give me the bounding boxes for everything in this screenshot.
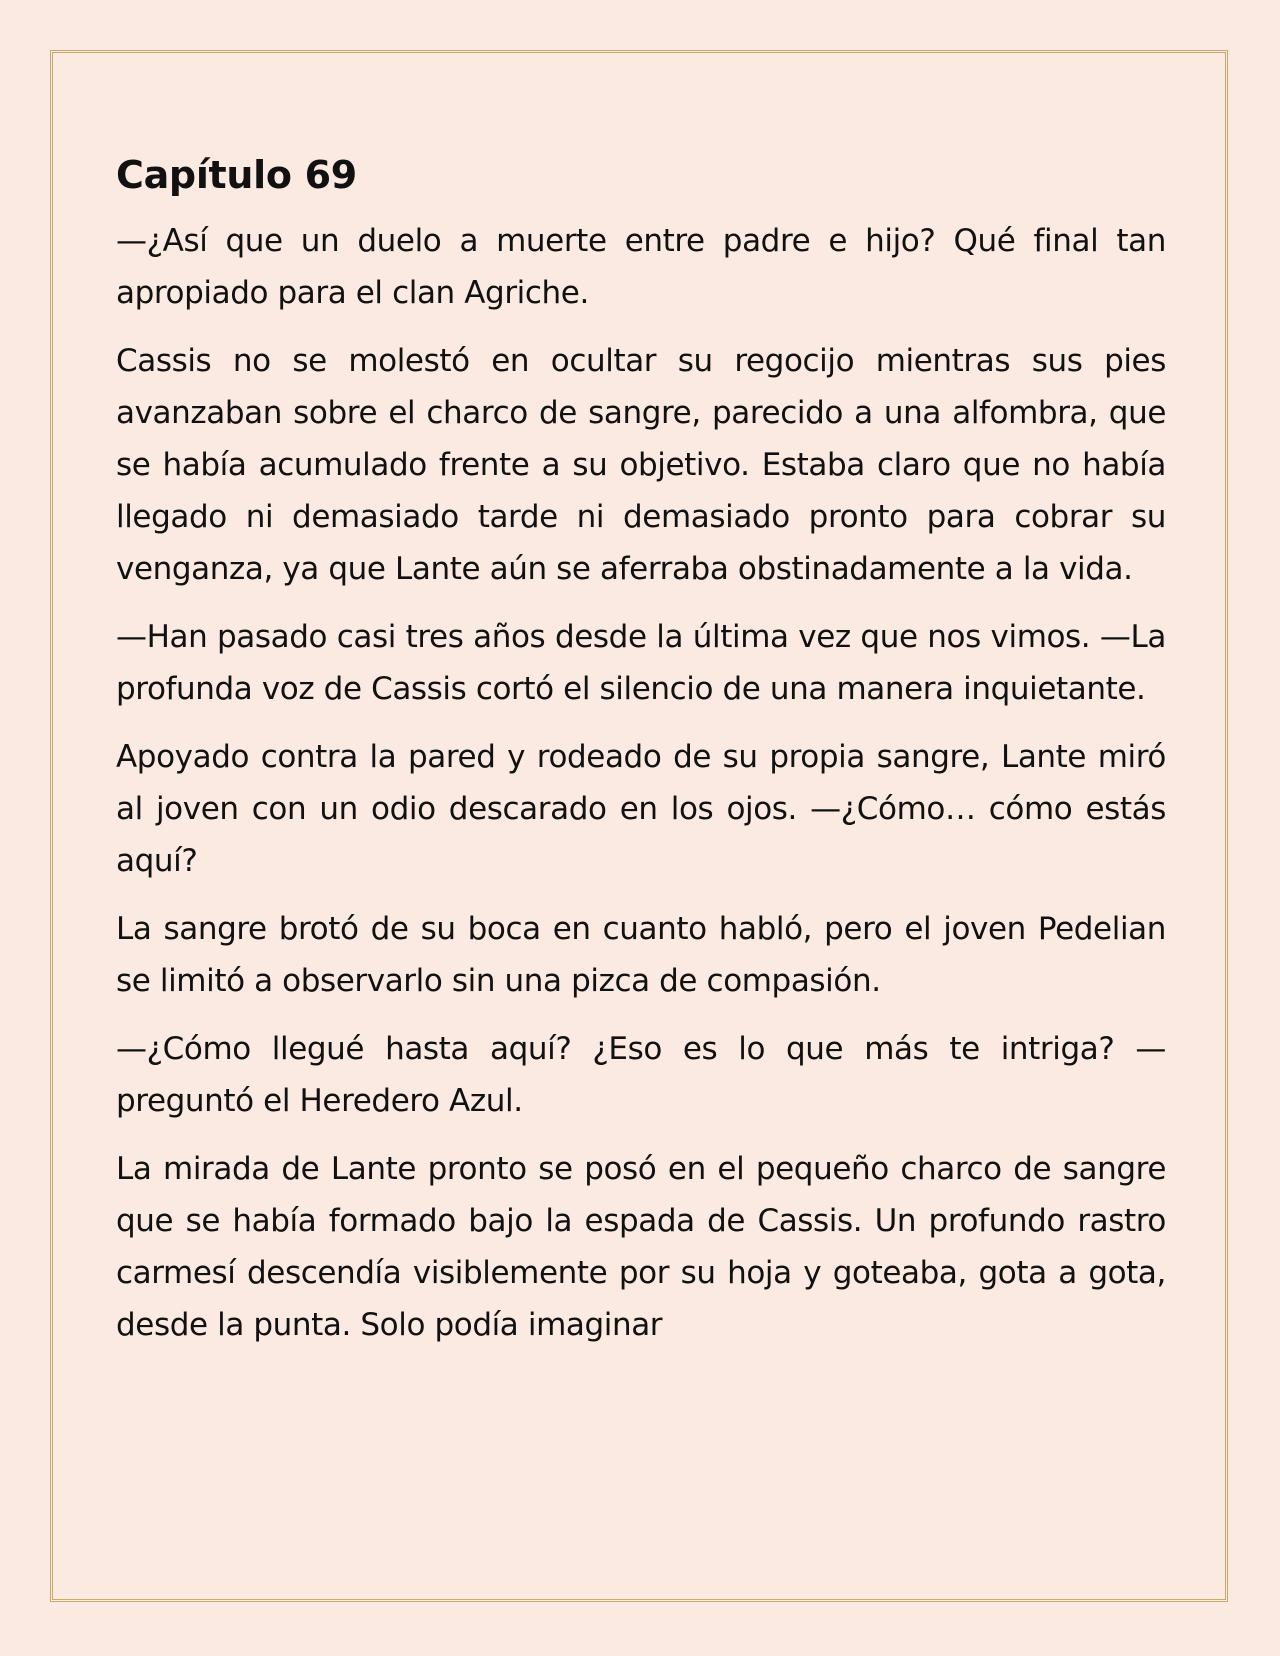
page-frame bbox=[50, 50, 1228, 1602]
paragraph-3: —Han pasado casi tres años desde la última vez que nos vimos. —La profunda voz de Cassis cortó el silencio de una manera inquietante. bbox=[116, 619, 1166, 707]
paragraph-4: Apoyado contra la pared y rodeado de su propia sangre, Lante miró al joven con un odio descarado en los ojos. —¿Cómo… cómo estás aquí? bbox=[116, 739, 1166, 879]
paragraph-6: —¿Cómo llegué hasta aquí? ¿Eso es lo que más te intriga? —preguntó el Heredero Azul. bbox=[116, 1031, 1166, 1119]
paragraph-7: La mirada de Lante pronto se posó en el pequeño charco de sangre que se había formado bajo la espada de Cassis. Un profundo rastro carmesí descendía visiblemente por su hoja y goteaba, gota a gota, desde la punta. Solo podía imaginar bbox=[116, 1151, 1166, 1343]
paragraph-1: —¿Así que un duelo a muerte entre padre e hijo? Qué final tan apropiado para el clan Agriche. bbox=[116, 223, 1166, 311]
chapter-title: Capítulo 69 bbox=[116, 153, 357, 197]
paragraph-2: Cassis no se molestó en ocultar su regocijo mientras sus pies avanzaban sobre el charco de sangre, parecido a una alfombra, que se había acumulado frente a su objetivo. Estaba claro que no había llegado ni demasiado tarde ni demasiado pronto para cobrar su venganza, ya que Lante aún se aferraba obstinadamente a la vida. bbox=[116, 343, 1166, 587]
chapter-content bbox=[116, 153, 1166, 1367]
paragraph-5: La sangre brotó de su boca en cuanto habló, pero el joven Pedelian se limitó a observarlo sin una pizca de compasión. bbox=[116, 911, 1166, 999]
